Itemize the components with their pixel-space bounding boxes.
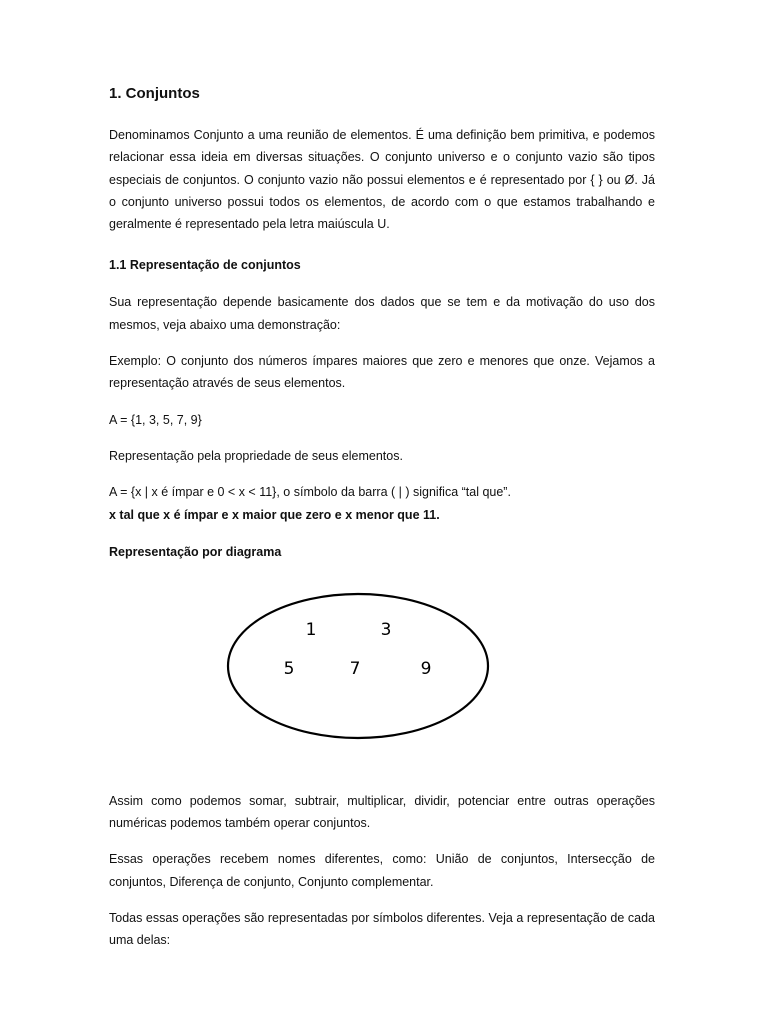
section-heading: 1. Conjuntos xyxy=(109,85,200,102)
paragraph-representation: Sua representação depende basicamente dos dados que se tem e da motivação do uso dos mesmos, veja abaixo uma demonstração: xyxy=(109,295,655,332)
paragraph-definition: Denominamos Conjunto a uma reunião de elementos. É uma definição bem primitiva, e podemos relacionar essa ideia em diversas situações. O conjunto universo e o conjunto vazio são tipos especiais de conjuntos. O conjunto vazio não possui elementos e é representado por { } ou Ø. Já o conjunto universo possui todos os elementos, de acordo com o que estamos trabalhando e geralmente é representado pela letra maiúscula U. xyxy=(109,128,655,232)
set-element: 9 xyxy=(420,658,432,679)
venn-diagram xyxy=(109,582,655,762)
set-element: 7 xyxy=(349,658,361,679)
set-property-text: A = {x | x é ímpar e 0 < x < 11}, o símbolo da barra ( | ) significa “tal que”. xyxy=(109,485,511,500)
set-listing: A = {1, 3, 5, 7, 9} xyxy=(109,412,202,427)
venn-diagram-svg xyxy=(109,582,655,762)
paragraph-operations: Assim como podemos somar, subtrair, multiplicar, dividir, potenciar entre outras operações numéricas podemos também operar conjuntos. xyxy=(109,793,655,831)
set-element: 5 xyxy=(283,658,295,679)
paragraph-example: Exemplo: O conjunto dos números ímpares maiores que zero e menores que onze. Vejamos a representação através de seus elementos. xyxy=(109,354,655,391)
subsection-heading: 1.1 Representação de conjuntos xyxy=(109,258,301,273)
set-element: 1 xyxy=(305,619,317,640)
set-element: 3 xyxy=(380,619,392,640)
document-page xyxy=(109,84,655,966)
paragraph-property: Representação pela propriedade de seus elementos. xyxy=(109,448,403,463)
diagram-heading: Representação por diagrama xyxy=(109,544,282,559)
paragraph-operation-names: Essas operações recebem nomes diferentes, como: União de conjuntos, Intersecção de conjuntos, Diferença de conjunto, Conjunto complementar. xyxy=(109,852,655,889)
set-property-notation xyxy=(109,481,655,526)
set-property-reading: x tal que x é ímpar e x maior que zero e x menor que 11. xyxy=(109,507,440,522)
paragraph-symbols: Todas essas operações são representadas por símbolos diferentes. Veja a representação de cada uma delas: xyxy=(109,911,655,948)
